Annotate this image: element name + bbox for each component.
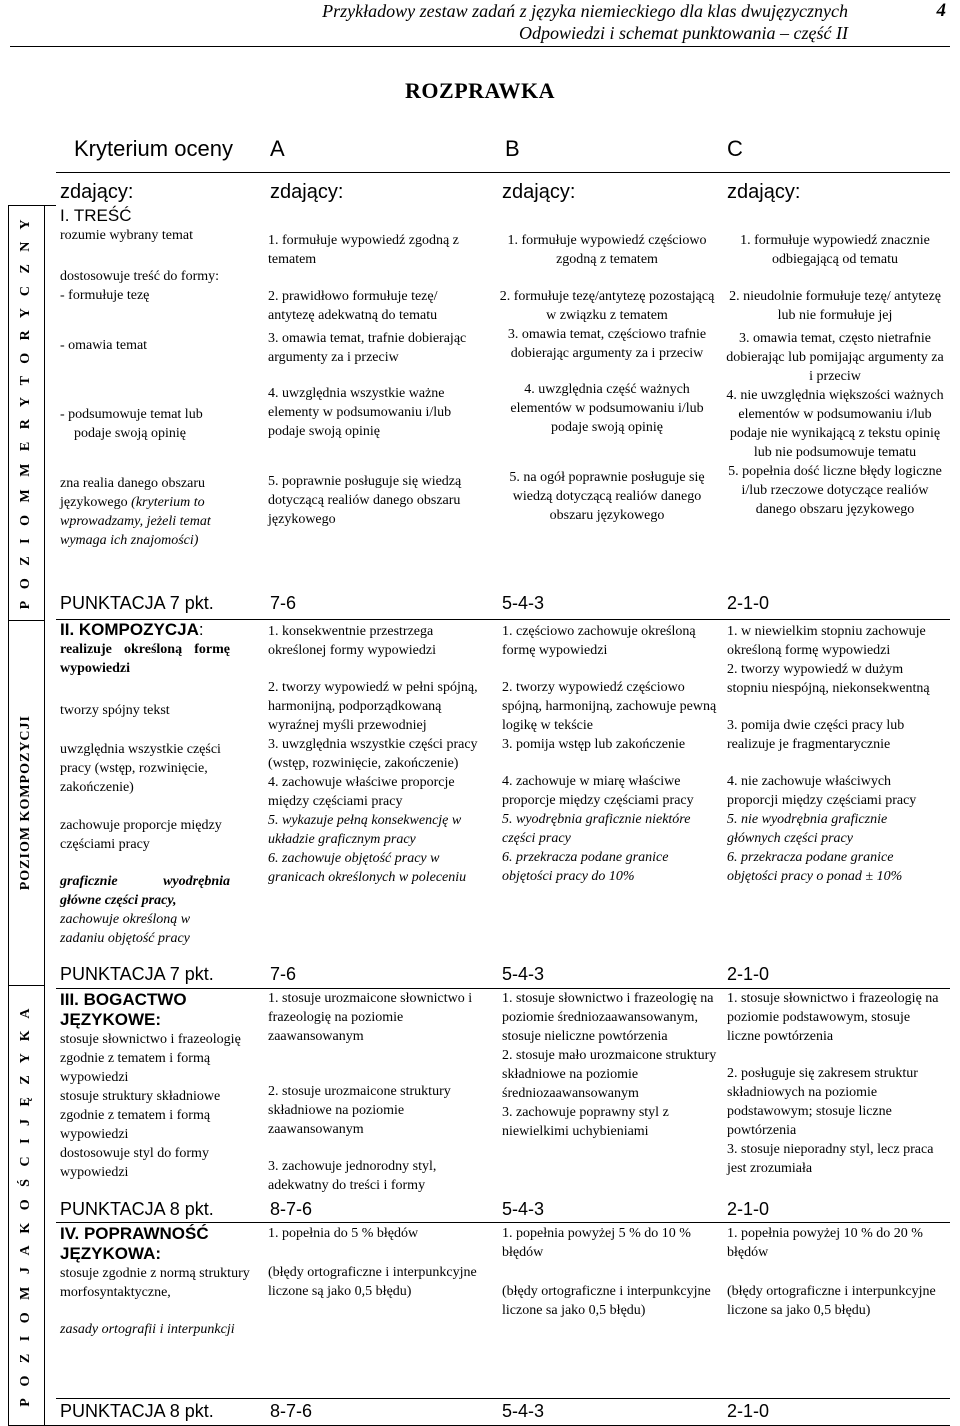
section-3-col-b xyxy=(502,989,717,1141)
side-label-merytoryczny: P O Z I O M M E R Y T O R Y C Z N Y xyxy=(18,215,33,610)
page-title: ROZPRAWKA xyxy=(405,78,555,103)
s2-c5: 5. nie wyodrębnia graficznie głównych części pracy xyxy=(727,812,888,846)
header-line-2: Odpowiedzi i schemat punktowania – część II xyxy=(519,23,848,43)
section-4-col-c xyxy=(727,1224,939,1320)
s3-bottom-border xyxy=(56,1222,950,1223)
section-1-col-c xyxy=(724,231,946,519)
s1-k4b: podaje swoją opinię xyxy=(74,426,186,441)
s1-k2a: dostosowuje treść do formy: xyxy=(60,269,220,284)
s1-b3: 3. omawia temat, częściowo trafnie dobierając argumenty za i przeciw xyxy=(507,327,707,361)
section-1-col-a xyxy=(268,231,483,529)
s2-k2: tworzy spójny tekst xyxy=(60,703,170,718)
side-label-kompozycji: POZIOM KOMPOZYCJI xyxy=(18,714,33,891)
section-2-criteria xyxy=(60,620,230,948)
subheader-a: zdający: xyxy=(270,181,344,203)
s1-k2b: - formułuje tezę xyxy=(60,288,150,303)
s4-points-c: 2-1-0 xyxy=(727,1401,770,1421)
s3-points-c: 2-1-0 xyxy=(727,1199,770,1219)
s1-b4: 4. uwzględnia część ważnych elementów w podsumowaniu i/lub podaje swoją opinię xyxy=(510,382,704,435)
page-number: 4 xyxy=(936,0,946,21)
s2-k3: uwzględnia wszystkie części pracy (wstęp, rozwinięcie, zakończenie) xyxy=(60,742,221,795)
s2-points-a: 7-6 xyxy=(270,964,297,984)
s2-punktacja: PUNKTACJA 7 pkt. xyxy=(60,964,214,984)
s2-k5a: graficznie wyodrębnia główne części pracy, xyxy=(60,874,230,908)
s4-k1: stosuje zgodnie z normą struktury morfosyntaktyczne, xyxy=(60,1266,250,1300)
s2-k1: realizuje określoną formę wypowiedzi xyxy=(60,642,230,676)
s2-k4: zachowuje proporcje między częściami pracy xyxy=(60,818,222,852)
s2-a2: 2. tworzy wypowiedź w pełni spójną, harmonijną, podporządkowaną wyraźnej myśli przewodniej xyxy=(268,680,478,733)
s3-k1: stosuje słownictwo i frazeologię zgodnie z tematem i formą wypowiedzi xyxy=(60,1032,241,1085)
s1-c3: 3. omawia temat, często nietrafnie dobierając lub pomijając argumenty za i przeciw xyxy=(726,331,944,384)
subheader-k: zdający: xyxy=(60,181,134,203)
s1-punktacja: PUNKTACJA 7 pkt. xyxy=(60,593,214,613)
s1-a1: 1. formułuje wypowiedź zgodną z tematem xyxy=(268,233,459,267)
s3-c1: 1. stosuje słownictwo i frazeologię na poziomie podstawowym, stosuje liczne powtórzenia xyxy=(727,991,939,1044)
s3-points-b: 5-4-3 xyxy=(502,1199,545,1219)
section-2-col-b xyxy=(502,622,717,886)
section-2-col-a xyxy=(268,622,486,887)
s4-c1: 1. popełnia powyżej 10 % do 20 % błędów xyxy=(727,1226,923,1260)
s1-a3: 3. omawia temat, trafnie dobierając argumenty za i przeciw xyxy=(268,331,467,365)
s4-a1: 1. popełnia do 5 % błędów xyxy=(268,1226,419,1241)
s4-k2: zasady ortografii i interpunkcji xyxy=(60,1322,235,1337)
frame-side-divider xyxy=(44,205,45,1426)
s4-a2: (błędy ortograficzne i interpunkcyjne liczone są jako 0,5 błędu) xyxy=(268,1265,477,1299)
s2-a1: 1. konsekwentnie przestrzega określonej formy wypowiedzi xyxy=(268,624,436,658)
s3-b3: 3. zachowuje poprawny styl z niewielkimi uchybieniami xyxy=(502,1105,669,1139)
s4-b1: 1. popełnia powyżej 5 % do 10 % błędów xyxy=(502,1226,691,1260)
section-4-criteria xyxy=(60,1224,260,1339)
s2-b1: 1. częściowo zachowuje określoną formę wypowiedzi xyxy=(502,624,696,658)
section-4-col-b xyxy=(502,1224,717,1320)
s2-c4: 4. nie zachowuje właściwych proporcji między częściami pracy xyxy=(727,774,917,808)
s3-a1: 1. stosuje urozmaicone słownictwo i frazeologię na poziomie zaawansowanym xyxy=(268,991,473,1044)
s2-a3: 3. uwzględnia wszystkie części pracy (wstęp, rozwinięcie, zakończenie) xyxy=(268,737,478,771)
column-b-header: B xyxy=(505,136,520,161)
s2-a6: 6. zachowuje objętość pracy w granicach określonych w poleceniu xyxy=(268,851,467,885)
s2-c6: 6. przekracza podane granice objętości pracy o ponad ± 10% xyxy=(727,850,903,884)
s1-c4: 4. nie uwzględnia większości ważnych elementów w podsumowaniu i/lub podaje nie wynikającą z tekstu opinię lub nie podsumowuje tematu xyxy=(726,388,944,460)
s2-b4: 4. zachowuje w miarę właściwe proporcje między częściami pracy xyxy=(502,774,694,808)
s3-b2: 2. stosuje mało urozmaicone struktury składniowe na poziomie średniozaawansowanym xyxy=(502,1048,717,1101)
section-3-col-c xyxy=(727,989,939,1178)
s1-k1: rozumie wybrany temat xyxy=(60,228,193,243)
s2-c3: 3. pomija dwie części pracy lub realizuje je fragmentarycznie xyxy=(727,718,905,752)
s3-k3: dostosowuje styl do formy wypowiedzi xyxy=(60,1146,209,1180)
s2-points-b: 5-4-3 xyxy=(502,964,545,984)
section-1-col-b xyxy=(497,231,717,525)
s2-points-c: 2-1-0 xyxy=(727,964,770,984)
section-3-criteria xyxy=(60,990,250,1182)
s3-points-a: 8-7-6 xyxy=(270,1199,313,1219)
s2-b2: 2. tworzy wypowiedź częściowo spójną, harmonijną, zachowuje pewną logikę w tekście xyxy=(502,680,717,733)
s2-b3: 3. pomija wstęp lub zakończenie xyxy=(502,737,686,752)
s4-points-b: 5-4-3 xyxy=(502,1401,545,1421)
section-1-criteria xyxy=(60,206,255,550)
s4-points-a: 8-7-6 xyxy=(270,1401,313,1421)
section-1-title: I. TREŚĆ xyxy=(60,206,132,225)
s1-b5: 5. na ogół poprawnie posługuje się wiedzą dotyczącą realiów danego obszaru językowego xyxy=(509,470,705,523)
s1-a4: 4. uwzględnia wszystkie ważne elementy w podsumowaniu i/lub podaje swoją opinię xyxy=(268,386,452,439)
s2-c1: 1. w niewielkim stopniu zachowuje określoną formę wypowiedzi xyxy=(727,624,926,658)
s1-points-c: 2-1-0 xyxy=(727,593,770,613)
s1-k3: - omawia temat xyxy=(60,338,148,353)
s1-b2: 2. formułuje tezę/antytezę pozostającą w związku z tematem xyxy=(499,289,715,323)
s1-points-a: 7-6 xyxy=(270,593,297,613)
s1-c2: 2. nieudolnie formułuje tezę/ antytezę lub nie formułuje jej xyxy=(729,289,941,323)
s1-k5b: (kryterium to wprowadzamy, jeżeli temat wymaga ich znajomości) xyxy=(60,495,211,548)
criterion-header: Kryterium oceny xyxy=(74,136,233,161)
s1-c1: 1. formułuje wypowiedź znacznie odbiegającą od tematu xyxy=(740,233,930,267)
subheader-c: zdający: xyxy=(727,181,801,203)
s4-c2: (błędy ortograficzne i interpunkcyjne liczone sa jako 0,5 błędu) xyxy=(727,1284,936,1318)
section-4-col-a xyxy=(268,1224,490,1301)
side-label-jakosci: P O Z I O M J A K O Ś C I J Ę Z Y K A xyxy=(18,1003,33,1407)
s1-a5: 5. poprawnie posługuje się wiedzą dotyczącą realiów danego obszaru językowego xyxy=(268,474,462,527)
section-2-col-c xyxy=(727,622,939,886)
s3-a2: 2. stosuje urozmaicone struktury składniowe na poziomie zaawansowanym xyxy=(268,1084,451,1137)
s2-c2: 2. tworzy wypowiedź w dużym stopniu niespójną, niekonsekwentną xyxy=(727,662,930,696)
s1-b1: 1. formułuje wypowiedź częściowo zgodną z tematem xyxy=(507,233,707,267)
column-c-header: C xyxy=(727,136,743,161)
s3-a3: 3. zachowuje jednorodny styl, adekwatny do treści i formy xyxy=(268,1159,437,1193)
s1-c5: 5. popełnia dość liczne błędy logiczne i/lub rzeczowe dotyczące realiów danego obszaru językowego xyxy=(728,464,942,517)
s3-c2: 2. posługuje się zakresem struktur składniowych na poziomie podstawowym; stosuje liczne powtórzenia xyxy=(727,1066,918,1138)
s2-k5b: zachowuje określoną w zadaniu objętość pracy xyxy=(60,912,191,946)
s1-points-b: 5-4-3 xyxy=(502,593,545,613)
section-3-col-a xyxy=(268,989,490,1195)
header-divider xyxy=(10,46,950,47)
column-a-header: A xyxy=(270,136,285,161)
section-4-title: IV. POPRAWNOŚĆ JĘZYKOWA: xyxy=(60,1224,209,1263)
section-3-title: III. BOGACTWO JĘZYKOWE: xyxy=(60,990,187,1029)
s4-punktacja: PUNKTACJA 8 pkt. xyxy=(60,1401,214,1421)
s1-k4a: - podsumowuje temat lub xyxy=(60,407,203,422)
s1-k5a: zna realia danego obszaru językowego xyxy=(60,476,205,510)
s3-k2: stosuje struktury składniowe zgodnie z tematem i formą wypowiedzi xyxy=(60,1089,221,1142)
s2-b5: 5. wyodrębnia graficznie niektóre części pracy xyxy=(502,812,691,846)
subheader-b: zdający: xyxy=(502,181,576,203)
s2-b6: 6. przekracza podane granice objętości pracy do 10% xyxy=(502,850,669,884)
section-2-title: II. KOMPOZYCJA: xyxy=(60,620,204,639)
s3-punktacja: PUNKTACJA 8 pkt. xyxy=(60,1199,214,1219)
s4-b2: (błędy ortograficzne i interpunkcyjne liczone sa jako 0,5 błędu) xyxy=(502,1284,711,1318)
s3-c3: 3. stosuje nieporadny styl, lecz praca jest zrozumiała xyxy=(727,1142,934,1176)
s1-a2: 2. prawidłowo formułuje tezę/ antytezę adekwatną do tematu xyxy=(268,289,438,323)
header-line-1: Przykładowy zestaw zadań z języka niemieckiego dla klas dwujęzycznych xyxy=(322,1,848,21)
s4-top-punktacja-border xyxy=(56,1398,950,1399)
s3-b1: 1. stosuje słownictwo i frazeologię na poziomie średniozaawansowanym, stosuje nieliczne powtórzenia xyxy=(502,991,714,1044)
s2-a5: 5. wykazuje pełną konsekwencję w układzie graficznym pracy xyxy=(268,813,462,847)
header-row-border xyxy=(56,172,950,173)
s2-a4: 4. zachowuje właściwe proporcje między częściami pracy xyxy=(268,775,455,809)
